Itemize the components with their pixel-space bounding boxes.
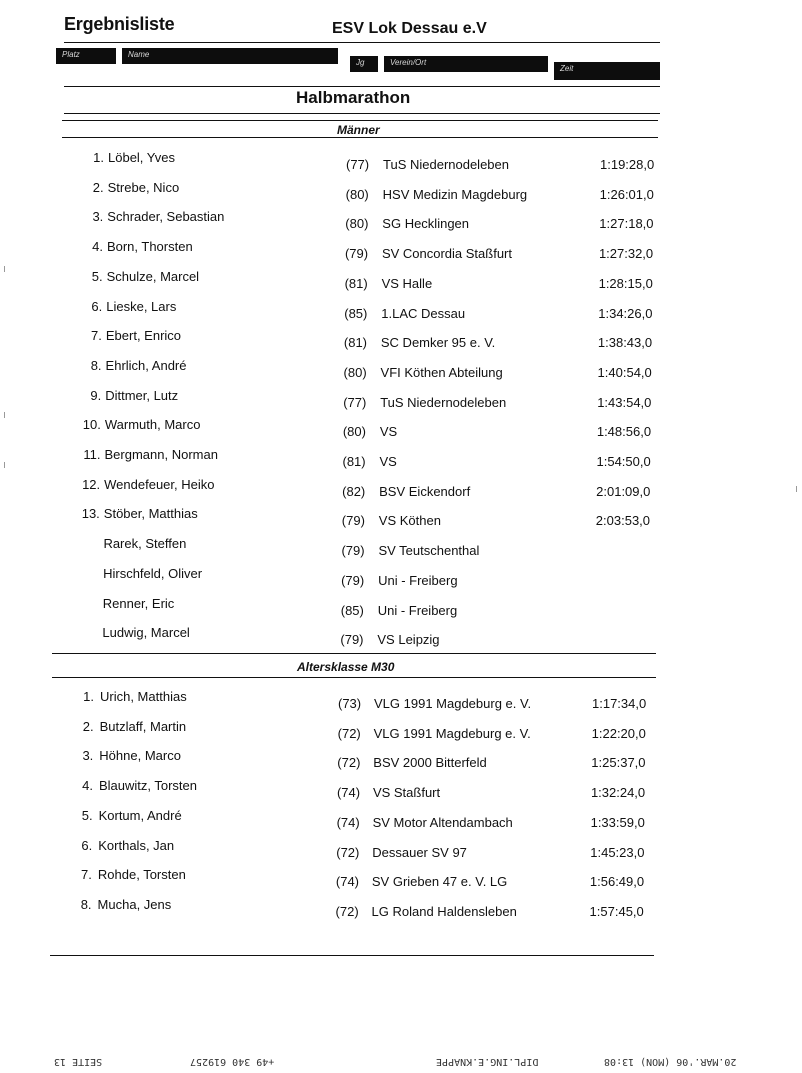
result-place: 6. xyxy=(81,837,93,853)
table-row xyxy=(0,625,802,647)
result-name: Korthals, Jan xyxy=(98,837,175,853)
result-time: 1:43:54,0 xyxy=(597,394,652,410)
table-row xyxy=(0,209,802,231)
result-name: Strebe, Nico xyxy=(107,179,180,195)
result-time: 1:19:28,0 xyxy=(600,157,655,172)
table-row xyxy=(0,180,802,202)
result-name: Mucha, Jens xyxy=(97,896,172,912)
result-year: (77) xyxy=(343,394,367,410)
section-rule xyxy=(52,677,656,678)
result-place: 5. xyxy=(91,268,103,284)
result-year: (80) xyxy=(345,216,369,232)
result-name: Lieske, Lars xyxy=(106,298,177,314)
column-time: Zeit xyxy=(554,62,660,80)
result-time: 1:56:49,0 xyxy=(589,874,645,890)
table-row xyxy=(0,358,802,380)
result-club: VS Halle xyxy=(381,275,433,291)
result-club: 1.LAC Dessau xyxy=(381,305,466,321)
result-place: 7. xyxy=(81,867,92,883)
section-rule xyxy=(62,120,658,121)
table-row xyxy=(0,596,802,618)
result-time: 1:32:24,0 xyxy=(590,785,646,801)
result-time: 2:03:53,0 xyxy=(595,513,651,529)
table-row xyxy=(0,748,802,770)
result-club: VLG 1991 Magdeburg e. V. xyxy=(374,696,532,711)
margin-tick xyxy=(796,486,797,492)
table-row xyxy=(0,150,802,172)
result-place: 2. xyxy=(92,179,104,195)
result-time: 1:45:23,0 xyxy=(590,844,645,860)
result-name: Born, Thorsten xyxy=(106,239,193,255)
result-club: BSV Eickendorf xyxy=(379,483,471,499)
table-row xyxy=(0,388,802,410)
result-name: Ehrlich, André xyxy=(105,357,187,373)
result-name: Butzlaff, Martin xyxy=(99,718,187,734)
table-row xyxy=(0,417,802,439)
result-year: (74) xyxy=(336,785,361,801)
result-year: (74) xyxy=(336,814,360,830)
result-time: 1:28:15,0 xyxy=(598,275,653,291)
table-row xyxy=(0,447,802,469)
table-row xyxy=(0,506,802,528)
result-name: Dittmer, Lutz xyxy=(105,387,179,403)
column-year: Jg xyxy=(350,56,378,72)
result-name: Ebert, Enrico xyxy=(105,328,182,344)
table-row xyxy=(0,838,802,860)
section-rule xyxy=(62,137,658,138)
result-club: BSV 2000 Bitterfeld xyxy=(373,755,487,771)
club-name: ESV Lok Dessau e.V xyxy=(332,20,487,37)
end-rule xyxy=(50,955,654,956)
fax-datetime: 20.MAR.'06 (MON) 13:08 xyxy=(604,1056,737,1067)
table-row xyxy=(0,808,802,830)
result-club: VS xyxy=(379,454,397,469)
result-club: SG Hecklingen xyxy=(382,216,470,232)
result-year: (79) xyxy=(344,246,369,262)
table-row xyxy=(0,269,802,291)
fax-page: SEITE 13 xyxy=(54,1056,103,1067)
result-club: SV Teutschenthal xyxy=(378,543,480,559)
result-place: 1. xyxy=(83,689,94,704)
result-time: 2:01:09,0 xyxy=(596,483,651,499)
result-club: VFI Köthen Abteilung xyxy=(380,364,503,380)
result-place: 9. xyxy=(90,387,102,403)
result-year: (73) xyxy=(338,696,362,711)
result-club: TuS Niedernodeleben xyxy=(380,394,507,410)
result-name: Bergmann, Norman xyxy=(104,447,218,462)
result-name: Warmuth, Marco xyxy=(104,417,201,433)
result-year: (80) xyxy=(345,186,369,202)
result-club: VS Leipzig xyxy=(377,632,440,648)
result-name: Renner, Eric xyxy=(102,595,175,611)
result-club: TuS Niedernodeleben xyxy=(383,157,509,172)
result-name: Blauwitz, Torsten xyxy=(98,778,197,794)
result-year: (79) xyxy=(341,572,365,588)
table-row xyxy=(0,328,802,350)
section-rule xyxy=(52,653,656,654)
result-club: VS Staßfurt xyxy=(372,785,441,801)
section-title-m30: Altersklasse M30 xyxy=(297,660,395,674)
result-time: 1:27:18,0 xyxy=(599,216,654,232)
result-name: Urich, Matthias xyxy=(100,689,187,704)
result-name: Hirschfeld, Oliver xyxy=(103,565,203,581)
result-name: Löbel, Yves xyxy=(108,150,175,165)
result-year: (79) xyxy=(340,632,364,648)
result-club: SV Concordia Staßfurt xyxy=(381,246,512,262)
result-club: LG Roland Haldensleben xyxy=(371,903,517,919)
result-time: 1:27:32,0 xyxy=(598,246,654,262)
result-place: 4. xyxy=(92,239,103,255)
result-year: (81) xyxy=(342,454,366,469)
result-name: Ludwig, Marcel xyxy=(102,625,190,641)
result-place: 8. xyxy=(90,357,102,373)
fax-phone: +49 340 619257 xyxy=(190,1056,275,1067)
margin-tick xyxy=(4,412,5,418)
result-place: 7. xyxy=(91,328,102,344)
margin-tick xyxy=(4,266,5,272)
result-year: (79) xyxy=(341,543,365,559)
result-time: 1:25:37,0 xyxy=(591,755,646,771)
header-rule xyxy=(64,42,660,43)
table-row xyxy=(0,239,802,261)
race-title: Halbmarathon xyxy=(296,88,411,107)
column-place: Platz xyxy=(56,48,116,64)
result-time: 1:17:34,0 xyxy=(592,696,647,711)
result-year: (72) xyxy=(337,755,361,771)
section-title-maenner: Männer xyxy=(337,123,380,137)
result-year: (77) xyxy=(346,157,370,172)
table-row xyxy=(0,897,802,919)
result-name: Rohde, Torsten xyxy=(97,867,186,883)
result-name: Rarek, Steffen xyxy=(103,536,187,552)
result-club: Uni - Freiberg xyxy=(377,602,458,618)
result-time: 1:22:20,0 xyxy=(591,725,646,741)
result-place: 3. xyxy=(82,748,94,764)
result-place: 10. xyxy=(82,417,101,433)
result-year: (81) xyxy=(344,275,368,291)
table-row xyxy=(0,719,802,741)
table-row xyxy=(0,566,802,588)
table-row xyxy=(0,867,802,889)
result-name: Höhne, Marco xyxy=(99,748,181,764)
result-club: Dessauer SV 97 xyxy=(372,844,467,860)
result-club: VS xyxy=(379,424,398,440)
result-club: VS Köthen xyxy=(378,513,441,529)
result-year: (80) xyxy=(342,424,366,440)
result-time: 1:57:45,0 xyxy=(589,903,644,919)
result-year: (81) xyxy=(343,335,368,351)
race-top-rule xyxy=(64,86,660,87)
result-club: SC Demker 95 e. V. xyxy=(380,335,496,351)
race-bottom-rule xyxy=(64,113,660,114)
fax-sender: DIPL.ING.E.KNAPPE xyxy=(436,1056,539,1067)
result-year: (80) xyxy=(343,364,367,380)
result-place: 8. xyxy=(80,896,92,912)
table-row xyxy=(0,536,802,558)
table-row xyxy=(0,477,802,499)
column-club: Verein/Ort xyxy=(384,56,548,72)
result-time: 1:40:54,0 xyxy=(597,364,652,380)
result-time: 1:48:56,0 xyxy=(596,424,652,440)
table-row xyxy=(0,299,802,321)
result-place: 3. xyxy=(92,209,104,225)
result-year: (72) xyxy=(335,903,359,919)
result-time: 1:33:59,0 xyxy=(590,814,645,830)
result-name: Stöber, Matthias xyxy=(103,506,198,522)
result-time: 1:34:26,0 xyxy=(598,305,653,321)
result-year: (85) xyxy=(340,602,364,618)
result-club: HSV Medizin Magdeburg xyxy=(382,186,528,202)
result-place: 1. xyxy=(93,150,104,165)
result-place: 5. xyxy=(81,807,93,823)
result-place: 12. xyxy=(82,476,101,492)
result-year: (79) xyxy=(341,513,365,529)
column-name: Name xyxy=(122,48,338,64)
result-club: SV Grieben 47 e. V. LG xyxy=(371,874,508,890)
result-place: 11. xyxy=(83,447,101,462)
result-year: (72) xyxy=(336,844,360,860)
result-year: (85) xyxy=(344,305,368,321)
margin-tick xyxy=(4,462,5,468)
result-club: Uni - Freiberg xyxy=(378,572,458,588)
table-row xyxy=(0,689,802,711)
result-time: 1:38:43,0 xyxy=(597,335,653,351)
result-time: 1:54:50,0 xyxy=(596,454,651,469)
result-name: Wendefeuer, Heiko xyxy=(104,476,215,492)
result-place: 4. xyxy=(82,778,93,794)
result-year: (82) xyxy=(342,483,366,499)
table-row xyxy=(0,778,802,800)
result-time: 1:26:01,0 xyxy=(599,186,654,202)
result-name: Schulze, Marcel xyxy=(106,268,200,284)
result-place: 13. xyxy=(81,506,100,522)
result-place: 6. xyxy=(91,298,103,314)
result-year: (72) xyxy=(337,725,361,741)
document-title: Ergebnisliste xyxy=(64,14,175,34)
result-year: (74) xyxy=(335,874,360,890)
result-club: VLG 1991 Magdeburg e. V. xyxy=(373,725,531,741)
result-name: Schrader, Sebastian xyxy=(107,209,225,225)
result-place: 2. xyxy=(82,718,94,734)
result-name: Kortum, André xyxy=(98,807,182,823)
result-club: SV Motor Altendambach xyxy=(372,814,513,830)
